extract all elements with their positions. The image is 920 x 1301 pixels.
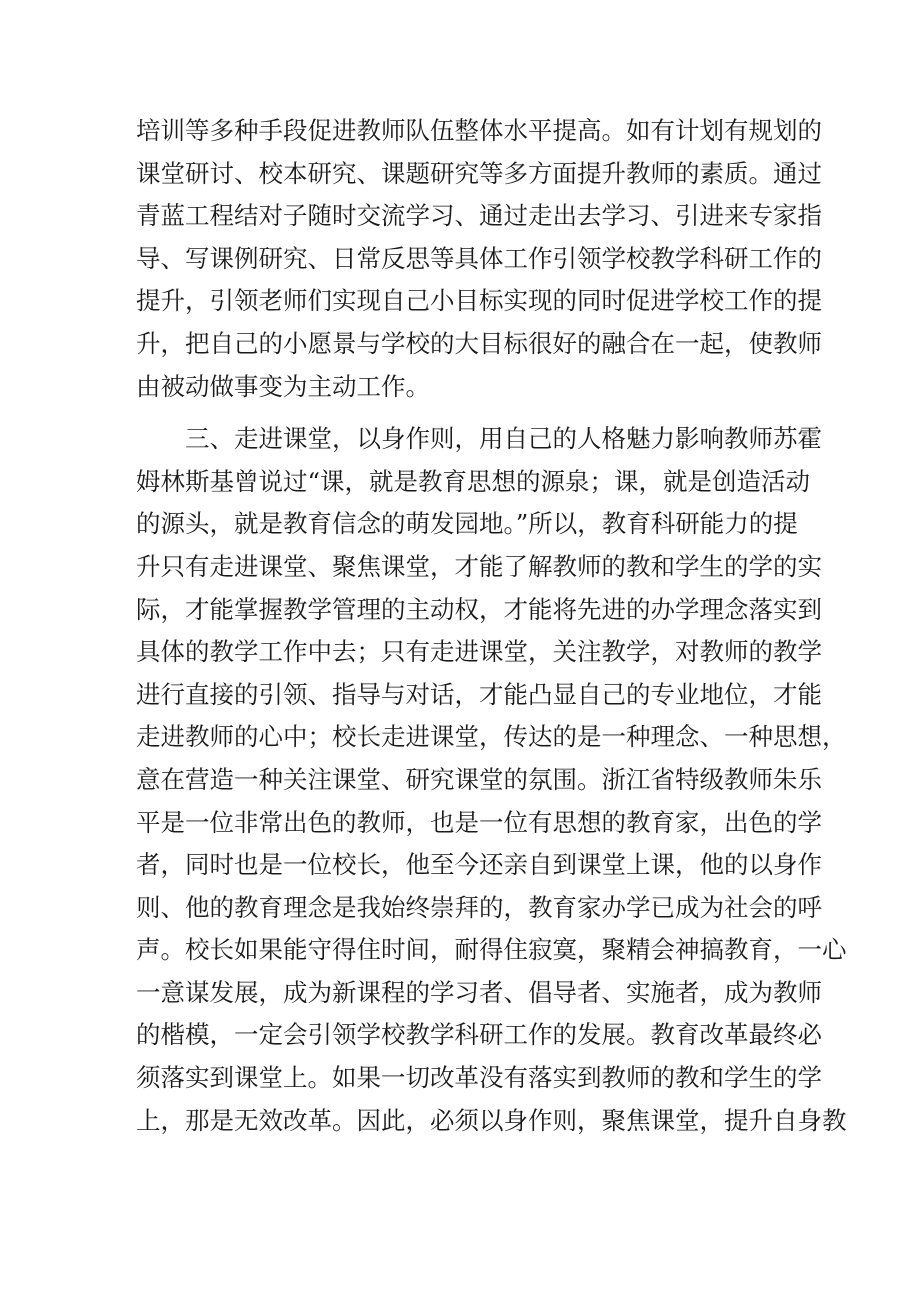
text-line: 须落实到课堂上。如果一切改革没有落实到教师的教和学生的学 [136, 1063, 822, 1093]
text-line: 声。校长如果能守得住时间，耐得住寂寞，聚精会神搞教育，一心 [136, 935, 847, 965]
text-line: 意在营造一种关注课堂、研究课堂的氛围。浙江省特级教师朱乐 [136, 764, 822, 794]
text-line: 三、走进课堂，以身作则，用自己的人格魅力影响教师苏霍 [185, 424, 822, 454]
text-line: 具体的教学工作中去；只有走进课堂，关注教学，对教师的教学 [136, 637, 822, 667]
text-line: 上，那是无效改革。因此，必须以身作则，聚焦课堂，提升自身教 [136, 1105, 847, 1135]
text-line: 由被动做事变为主动工作。 [136, 371, 430, 401]
text-line: 走进教师的心中；校长走进课堂，传达的是一种理念、一种思想， [136, 722, 847, 752]
paragraph-2 [136, 418, 847, 1142]
text-line: 提升，引领老师们实现自己小目标实现的同时促进学校工作的提 [136, 286, 822, 316]
text-line: 则、他的教育理念是我始终崇拜的，教育家办学已成为社会的呼 [136, 892, 822, 922]
text-line: 升只有走进课堂、聚焦课堂，才能了解教师的教和学生的学的实 [136, 551, 822, 581]
text-line: 导、写课例研究、日常反思等具体工作引领学校教学科研工作的 [136, 243, 822, 273]
text-line: 进行直接的引领、指导与对话，才能凸显自己的专业地位，才能 [136, 679, 822, 709]
text-line: 平是一位非常出色的教师，也是一位有思想的教育家，出色的学 [136, 807, 822, 837]
text-line: 的源头，就是教育信念的萌发园地。”所以，教育科研能力的提 [136, 509, 798, 539]
text-line: 的楷模，一定会引领学校教学科研工作的发展。教育改革最终必 [136, 1020, 822, 1050]
document-body [136, 110, 847, 1142]
text-line: 姆林斯基曾说过“课，就是教育思想的源泉；课，就是创造活动 [136, 466, 811, 496]
text-line: 青蓝工程结对子随时交流学习、通过走出去学习、引进来专家指 [136, 201, 822, 231]
text-line: 际，才能掌握教学管理的主动权，才能将先进的办学理念落实到 [136, 594, 822, 624]
paragraph-spacer [136, 408, 796, 418]
text-line: 升，把自己的小愿景与学校的大目标很好的融合在一起，使教师 [136, 328, 822, 358]
text-line: 一意谋发展，成为新课程的学习者、倡导者、实施者，成为教师 [136, 977, 822, 1007]
paragraph-1 [136, 110, 822, 408]
text-line: 者，同时也是一位校长，他至今还亲自到课堂上课，他的以身作 [136, 850, 822, 880]
text-line: 培训等多种手段促进教师队伍整体水平提高。如有计划有规划的 [136, 116, 822, 145]
text-line: 课堂研讨、校本研究、课题研究等多方面提升教师的素质。通过 [136, 158, 822, 188]
